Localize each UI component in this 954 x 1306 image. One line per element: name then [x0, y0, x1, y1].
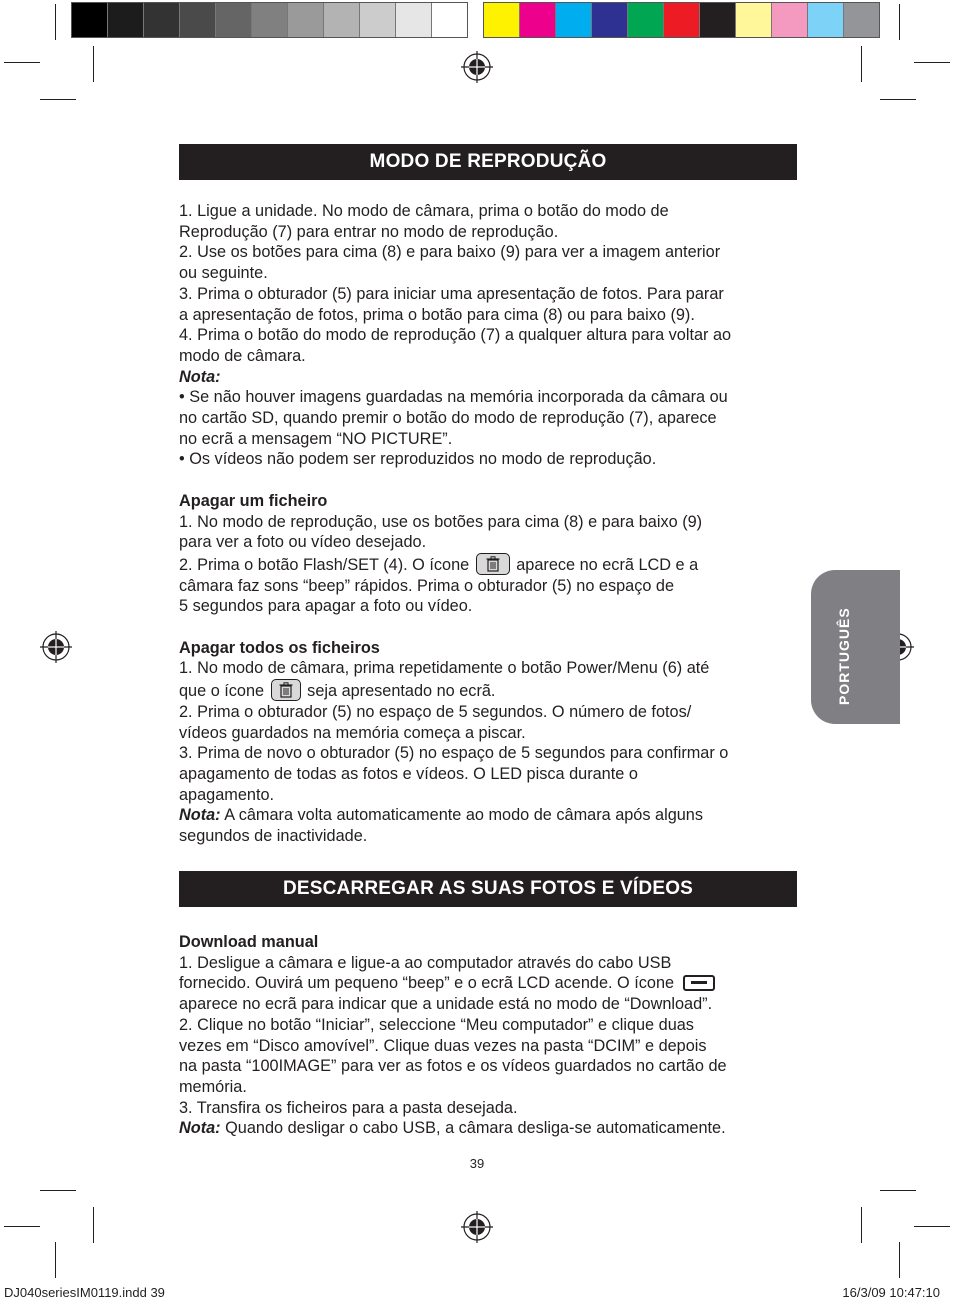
crop-mark [93, 46, 94, 82]
note-label: Nota: [179, 806, 221, 825]
note-line [179, 805, 801, 826]
crop-mark [4, 1226, 40, 1227]
section-heading-playback-mode [179, 144, 797, 180]
paragraph-line: 3. Prima de novo o obturador (5) no espaço de 5 segundos para confirmar o [179, 744, 729, 763]
paragraph-line: Reprodução (7) para entrar no modo de reprodução. [179, 222, 559, 241]
paragraph-line: apagamento. [179, 785, 275, 804]
color-swatch [484, 3, 520, 37]
color-swatch [520, 3, 556, 37]
delete-all-heading: Apagar todos os ficheiros [179, 638, 380, 657]
paragraph-line: 3. Transfira os ficheiros para a pasta desejada. [179, 1098, 518, 1117]
color-swatch [736, 3, 772, 37]
paragraph-line: 2. Prima o obturador (5) no espaço de 5 segundos. O número de fotos/ [179, 702, 692, 721]
section-heading-download [179, 871, 797, 907]
crop-mark [880, 1190, 916, 1191]
paragraph-line: vezes em “Disco amovível”. Clique duas vezes na pasta “DCIM” e depois [179, 1036, 707, 1055]
paragraph-line [179, 679, 801, 702]
crop-mark [861, 46, 862, 82]
paragraph-line: 2. Clique no botão “Iniciar”, seleccione “Meu computador” e clique duas [179, 1015, 694, 1034]
color-swatch [808, 3, 844, 37]
section-heading-text: DESCARREGAR AS SUAS FOTOS E VÍDEOS [282, 878, 694, 899]
note-text: A câmara volta automaticamente ao modo de câmara após alguns [220, 806, 703, 825]
crop-mark [4, 62, 40, 63]
registration-mark-icon [461, 1211, 493, 1243]
crop-mark [899, 1242, 900, 1278]
paragraph-line: na pasta “100IMAGE” para ver as fotos e os vídeos guardados no cartão de [179, 1057, 727, 1076]
language-side-tab [811, 570, 900, 724]
color-swatch [216, 3, 252, 37]
crop-mark [93, 1207, 94, 1243]
paragraph-line [179, 973, 801, 994]
color-swatch [700, 3, 736, 37]
color-swatch [844, 3, 879, 37]
crop-mark [899, 4, 900, 40]
color-swatch [664, 3, 700, 37]
paragraph-line: ou seguinte. [179, 264, 268, 283]
registration-mark-icon [461, 51, 493, 83]
usb-download-icon [683, 975, 715, 991]
color-swatch [628, 3, 664, 37]
color-swatch [288, 3, 324, 37]
footer-timestamp: 16/3/09 10:47:10 [842, 1285, 940, 1300]
note-line: segundos de inactividade. [179, 827, 368, 846]
color-swatch [432, 3, 467, 37]
page-number: 39 [469, 1156, 485, 1171]
paragraph-line: aparece no ecrã para indicar que a unidade está no modo de “Download”. [179, 995, 713, 1014]
color-swatch [592, 3, 628, 37]
trash-icon [476, 553, 510, 575]
crop-mark [55, 1242, 56, 1278]
note-line: • Se não houver imagens guardadas na memória incorporada da câmara ou [179, 388, 728, 407]
color-swatch [72, 3, 108, 37]
inline-text: 2. Prima o botão Flash/SET (4). O ícone [179, 555, 470, 574]
footer-file-info: DJ040seriesIM0119.indd 39 [4, 1285, 165, 1300]
crop-mark [40, 1190, 76, 1191]
crop-mark [861, 1207, 862, 1243]
color-swatch [180, 3, 216, 37]
color-swatch [396, 3, 432, 37]
inline-text: fornecido. Ouvirá um pequeno “beep” e o ecrã LCD acende. O ícone [179, 974, 675, 993]
crop-mark [914, 62, 950, 63]
delete-one-heading: Apagar um ficheiro [179, 491, 328, 510]
paragraph-line: 4. Prima o botão do modo de reprodução (7) a qualquer altura para voltar ao [179, 326, 732, 345]
crop-mark [914, 1226, 950, 1227]
note-label: Nota: [179, 1119, 221, 1138]
color-swatch [144, 3, 180, 37]
note-line: • Os vídeos não podem ser reproduzidos no modo de reprodução. [179, 450, 657, 469]
language-tab-label: PORTUGUÊS [836, 607, 852, 705]
paragraph-line: vídeos guardados na memória começa a piscar. [179, 723, 526, 742]
crop-mark [55, 4, 56, 40]
note-text: Quando desligar o cabo USB, a câmara desliga-se automaticamente. [220, 1119, 726, 1138]
paragraph-line: 3. Prima o obturador (5) para iniciar uma apresentação de fotos. Para parar [179, 284, 724, 303]
note-line: no cartão SD, quando premir o botão do modo de reprodução (7), aparece [179, 409, 717, 428]
paragraph-line [179, 553, 801, 576]
note-label: Nota: [179, 367, 221, 386]
playback-mode-instructions [179, 201, 801, 847]
paragraph-line: 1. No modo de reprodução, use os botões para cima (8) e para baixo (9) [179, 512, 703, 531]
color-swatch [252, 3, 288, 37]
process-color-bar [483, 2, 880, 38]
paragraph-line: 1. Ligue a unidade. No modo de câmara, prima o botão do modo de [179, 202, 669, 220]
section-heading-text: MODO DE REPRODUÇÃO [369, 151, 607, 172]
trash-icon [271, 679, 301, 701]
paragraph-line: 5 segundos para apagar a foto ou vídeo. [179, 597, 473, 616]
paragraph-line: 1. No modo de câmara, prima repetidamente o botão Power/Menu (6) até [179, 659, 710, 678]
paragraph-line: memória. [179, 1077, 247, 1096]
download-manual-heading: Download manual [179, 933, 319, 951]
inline-text: seja apresentado no ecrã. [307, 682, 496, 701]
paragraph-line: para ver a foto ou vídeo desejado. [179, 533, 427, 552]
crop-mark [880, 99, 916, 100]
color-swatch [108, 3, 144, 37]
paragraph-line: a apresentação de fotos, prima o botão para cima (8) ou para baixo (9). [179, 305, 695, 324]
color-swatch [324, 3, 360, 37]
crop-mark [40, 99, 76, 100]
paragraph-line: modo de câmara. [179, 346, 306, 365]
inline-text: que o ícone [179, 682, 265, 701]
paragraph-line: 1. Desligue a câmara e ligue-a ao computador através do cabo USB [179, 953, 672, 972]
paragraph-line: câmara faz sons “beep” rápidos. Prima o obturador (5) no espaço de [179, 576, 675, 595]
grayscale-color-bar [71, 2, 468, 38]
color-swatch [772, 3, 808, 37]
registration-mark-icon [40, 631, 72, 663]
download-instructions [179, 932, 801, 1139]
note-line: no ecrã a mensagem “NO PICTURE”. [179, 429, 453, 448]
inline-text: aparece no ecrã LCD e a [516, 555, 699, 574]
color-swatch [556, 3, 592, 37]
paragraph-line: 2. Use os botões para cima (8) e para baixo (9) para ver a imagem anterior [179, 243, 721, 262]
color-swatch [360, 3, 396, 37]
paragraph-line: apagamento de todas as fotos e vídeos. O LED pisca durante o [179, 764, 638, 783]
note-line [179, 1118, 801, 1139]
